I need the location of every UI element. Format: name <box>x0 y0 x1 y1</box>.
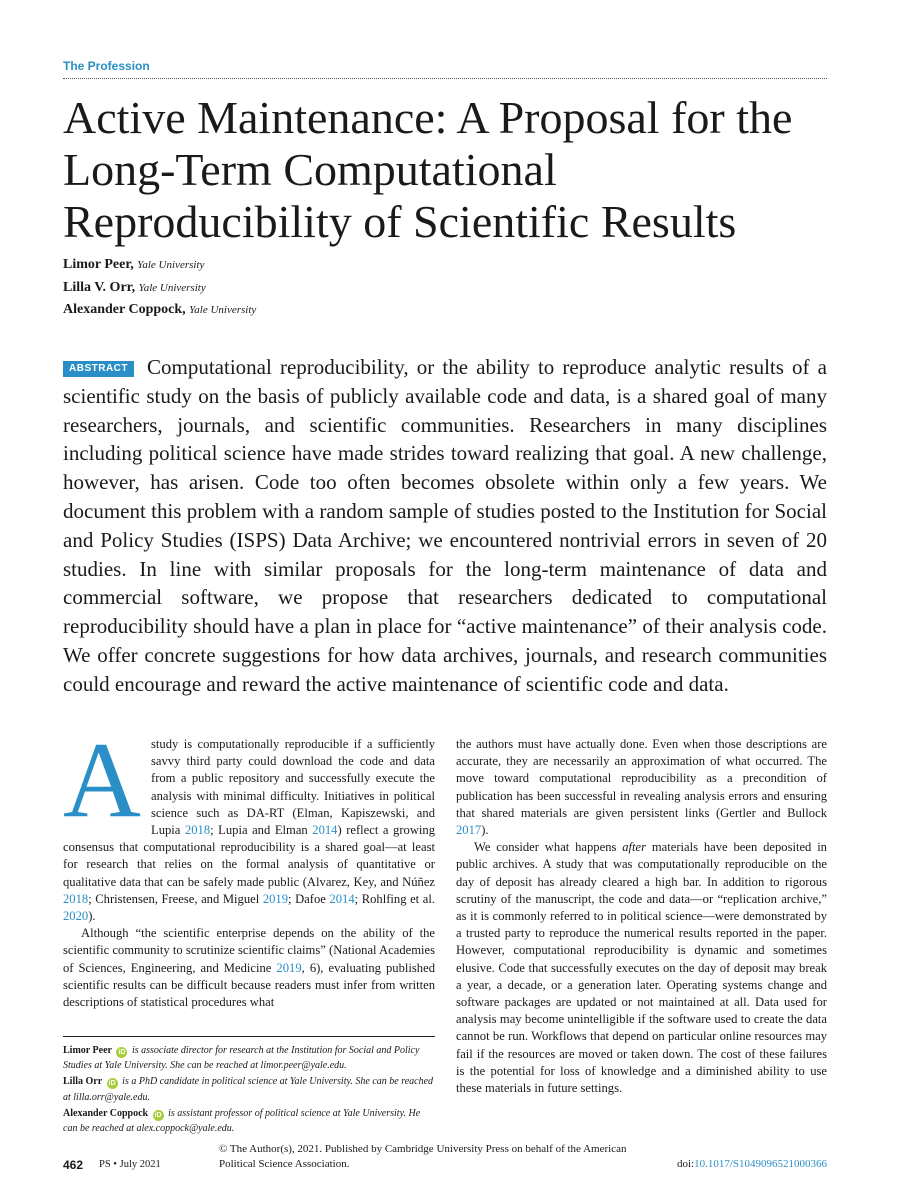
footnote-text: is associate director for research at the Institution for Social and Policy Studies at Yale University. She can be reached at limor.peer@yale.edu. <box>63 1045 420 1072</box>
copyright-notice: © The Author(s), 2021. Published by Cambridge University Press on behalf of the American Political Science Association. <box>219 1143 627 1170</box>
body-text: ; Rohlfing et al. <box>354 891 435 906</box>
citation-link[interactable]: 2014 <box>312 823 338 838</box>
orcid-icon[interactable]: iD <box>108 1080 116 1088</box>
header-divider <box>63 78 827 79</box>
body-text: ) reflect a growing consensus that computational reproducibility is a shared goal—at least for research that relies on the formal analysis of quantitative or qualitative data that can be safely made public (Alvarez, Key, and Núñez <box>63 823 436 889</box>
citation-link[interactable]: 2018 <box>184 823 211 838</box>
author-line <box>63 277 256 300</box>
body-text: materials have been deposited in public archives. A study that was computationally reproducible on the day of deposit has already cleared a high bar. In addition to rigorous scrutiny of the manuscript, the code and data—or “replication archive,” as it is commonly referred to in political science—were demonstrated by a trusted party to reproduce the numerical results reported in the paper. However, computational reproducibility is dynamic and sometimes elusive. Code that successfully executes on the day of deposit may break a year, a decade, or a generation later. Operating systems change and software packages are updated or not maintained at all. Data used for analysis may become unintelligible if the software used to create the data cannot be run. Workflows that depend on particular online resources may fail if the resources are moved or taken down. The cost of these failures is the potential for loss of knowledge and a diminished ability to use these materials in future settings. <box>456 840 827 1096</box>
author-affiliation: Yale University <box>137 259 205 271</box>
footnote-author-name: Alexander Coppock <box>63 1107 149 1119</box>
author-list <box>63 254 256 322</box>
body-paragraph <box>63 721 436 925</box>
body-text: We consider what happens <box>474 840 623 855</box>
body-text: study is computationally reproducible if a sufficiently savvy third party could download the code and data from a public repository and successfully execute the analysis with minimal difficulty. Initiatives in political science such as DA-RT (Elman, Kapiszewski, and Lupia <box>151 737 435 838</box>
body-paragraph <box>63 925 435 1011</box>
emphasis-text: after <box>622 840 647 855</box>
journal-issue: PS • July 2021 <box>99 1159 161 1170</box>
author-footnote <box>63 1106 435 1136</box>
orcid-icon[interactable]: iD <box>154 1111 162 1119</box>
body-text: Although “the scientific enterprise depends on the ability of the scientific community to scrutinize scientific claims” (National Academies of Sciences, Engineering, and Medicine <box>63 926 435 975</box>
body-column-right <box>456 736 827 1097</box>
author-name: Lilla V. Orr, <box>63 279 136 295</box>
author-affiliation: Yale University <box>189 304 257 316</box>
citation-link[interactable]: 2018 <box>63 891 89 906</box>
body-text: ; Christensen, Freese, and Miguel <box>88 891 263 906</box>
citation-link[interactable]: 2014 <box>329 891 355 906</box>
citation-link[interactable]: 2017 <box>456 823 482 838</box>
abstract-text: Computational reproducibility, or the ability to reproduce analytic results of a scientific study on the basis of publicly available code and data, is a shared goal of many researchers, journals, and scientific communities. Researchers in many disciplines including political science have made strides toward realizing that goal. A new challenge, however, has arisen. Code too often becomes obsolete within only a few years. We document this problem with a random sample of studies posted to the Institution for Social and Policy Studies (ISPS) Data Archive; we encountered nontrivial errors in seven of 20 studies. In line with similar proposals for the long-term maintenance of data and commercial software, we propose that researchers dedicated to computational reproducibility should have a plan in place for “active maintenance” of their analysis code. We offer concrete suggestions for how data archives, journals, and research communities could encourage and reward the active maintenance of scientific code and data. <box>63 355 827 696</box>
body-text: , 6), evaluating published scientific results can be difficult because readers must infer from written descriptions of statistical procedures what <box>63 960 435 1010</box>
footnote-text: is a PhD candidate in political science at Yale University. She can be reached at lilla.orr@yale.edu. <box>63 1076 434 1103</box>
author-name: Limor Peer, <box>63 257 134 272</box>
page-number: 462 <box>63 1158 84 1172</box>
body-text: ). <box>88 909 96 924</box>
article-title: Active Maintenance: A Proposal for the Long-Term Computational Reproducibility of Scientific Results <box>63 92 793 247</box>
author-affiliation: Yale University <box>138 281 206 294</box>
citation-link[interactable]: 2019 <box>262 891 288 906</box>
author-footnotes <box>63 1043 435 1137</box>
drop-cap: A <box>63 721 141 840</box>
body-text: the authors must have actually done. Even when those descriptions are accurate, they are necessarily an approximation of what occurred. The move toward computational reproducibility as a precondition of publication has been successful in revealing analysis errors and ensuring that shared materials are given persistent links (Gertler and Bullock <box>456 737 827 820</box>
author-line <box>63 299 256 322</box>
doi-link[interactable]: 10.1017/S1049096521000366 <box>694 1158 827 1170</box>
abstract <box>63 353 827 699</box>
body-text: ). <box>481 823 489 838</box>
doi <box>677 1158 827 1170</box>
citation-link[interactable]: 2020 <box>63 909 89 924</box>
body-paragraph <box>456 839 827 1097</box>
author-footnote <box>63 1043 435 1073</box>
body-text: ; Dafoe <box>288 891 330 906</box>
footnote-text: is assistant professor of political science at Yale University. He can be reached at alex.coppock@yale.edu. <box>63 1107 421 1135</box>
body-paragraph <box>456 736 827 839</box>
body-text: ; Lupia and Elman <box>210 823 313 838</box>
orcid-icon[interactable]: iD <box>118 1049 126 1056</box>
footnote-author-name: Lilla Orr <box>63 1076 103 1088</box>
author-line <box>63 254 256 277</box>
citation-link[interactable]: 2019 <box>276 960 302 975</box>
abstract-badge: ABSTRACT <box>63 361 134 377</box>
doi-prefix: doi: <box>676 1158 695 1170</box>
author-name: Alexander Coppock, <box>63 302 186 317</box>
author-footnote <box>63 1074 435 1104</box>
body-column-left <box>63 721 436 1011</box>
section-label: The Profession <box>63 59 150 73</box>
footnote-author-name: Limor Peer <box>63 1045 112 1056</box>
footnote-divider <box>63 1036 435 1037</box>
